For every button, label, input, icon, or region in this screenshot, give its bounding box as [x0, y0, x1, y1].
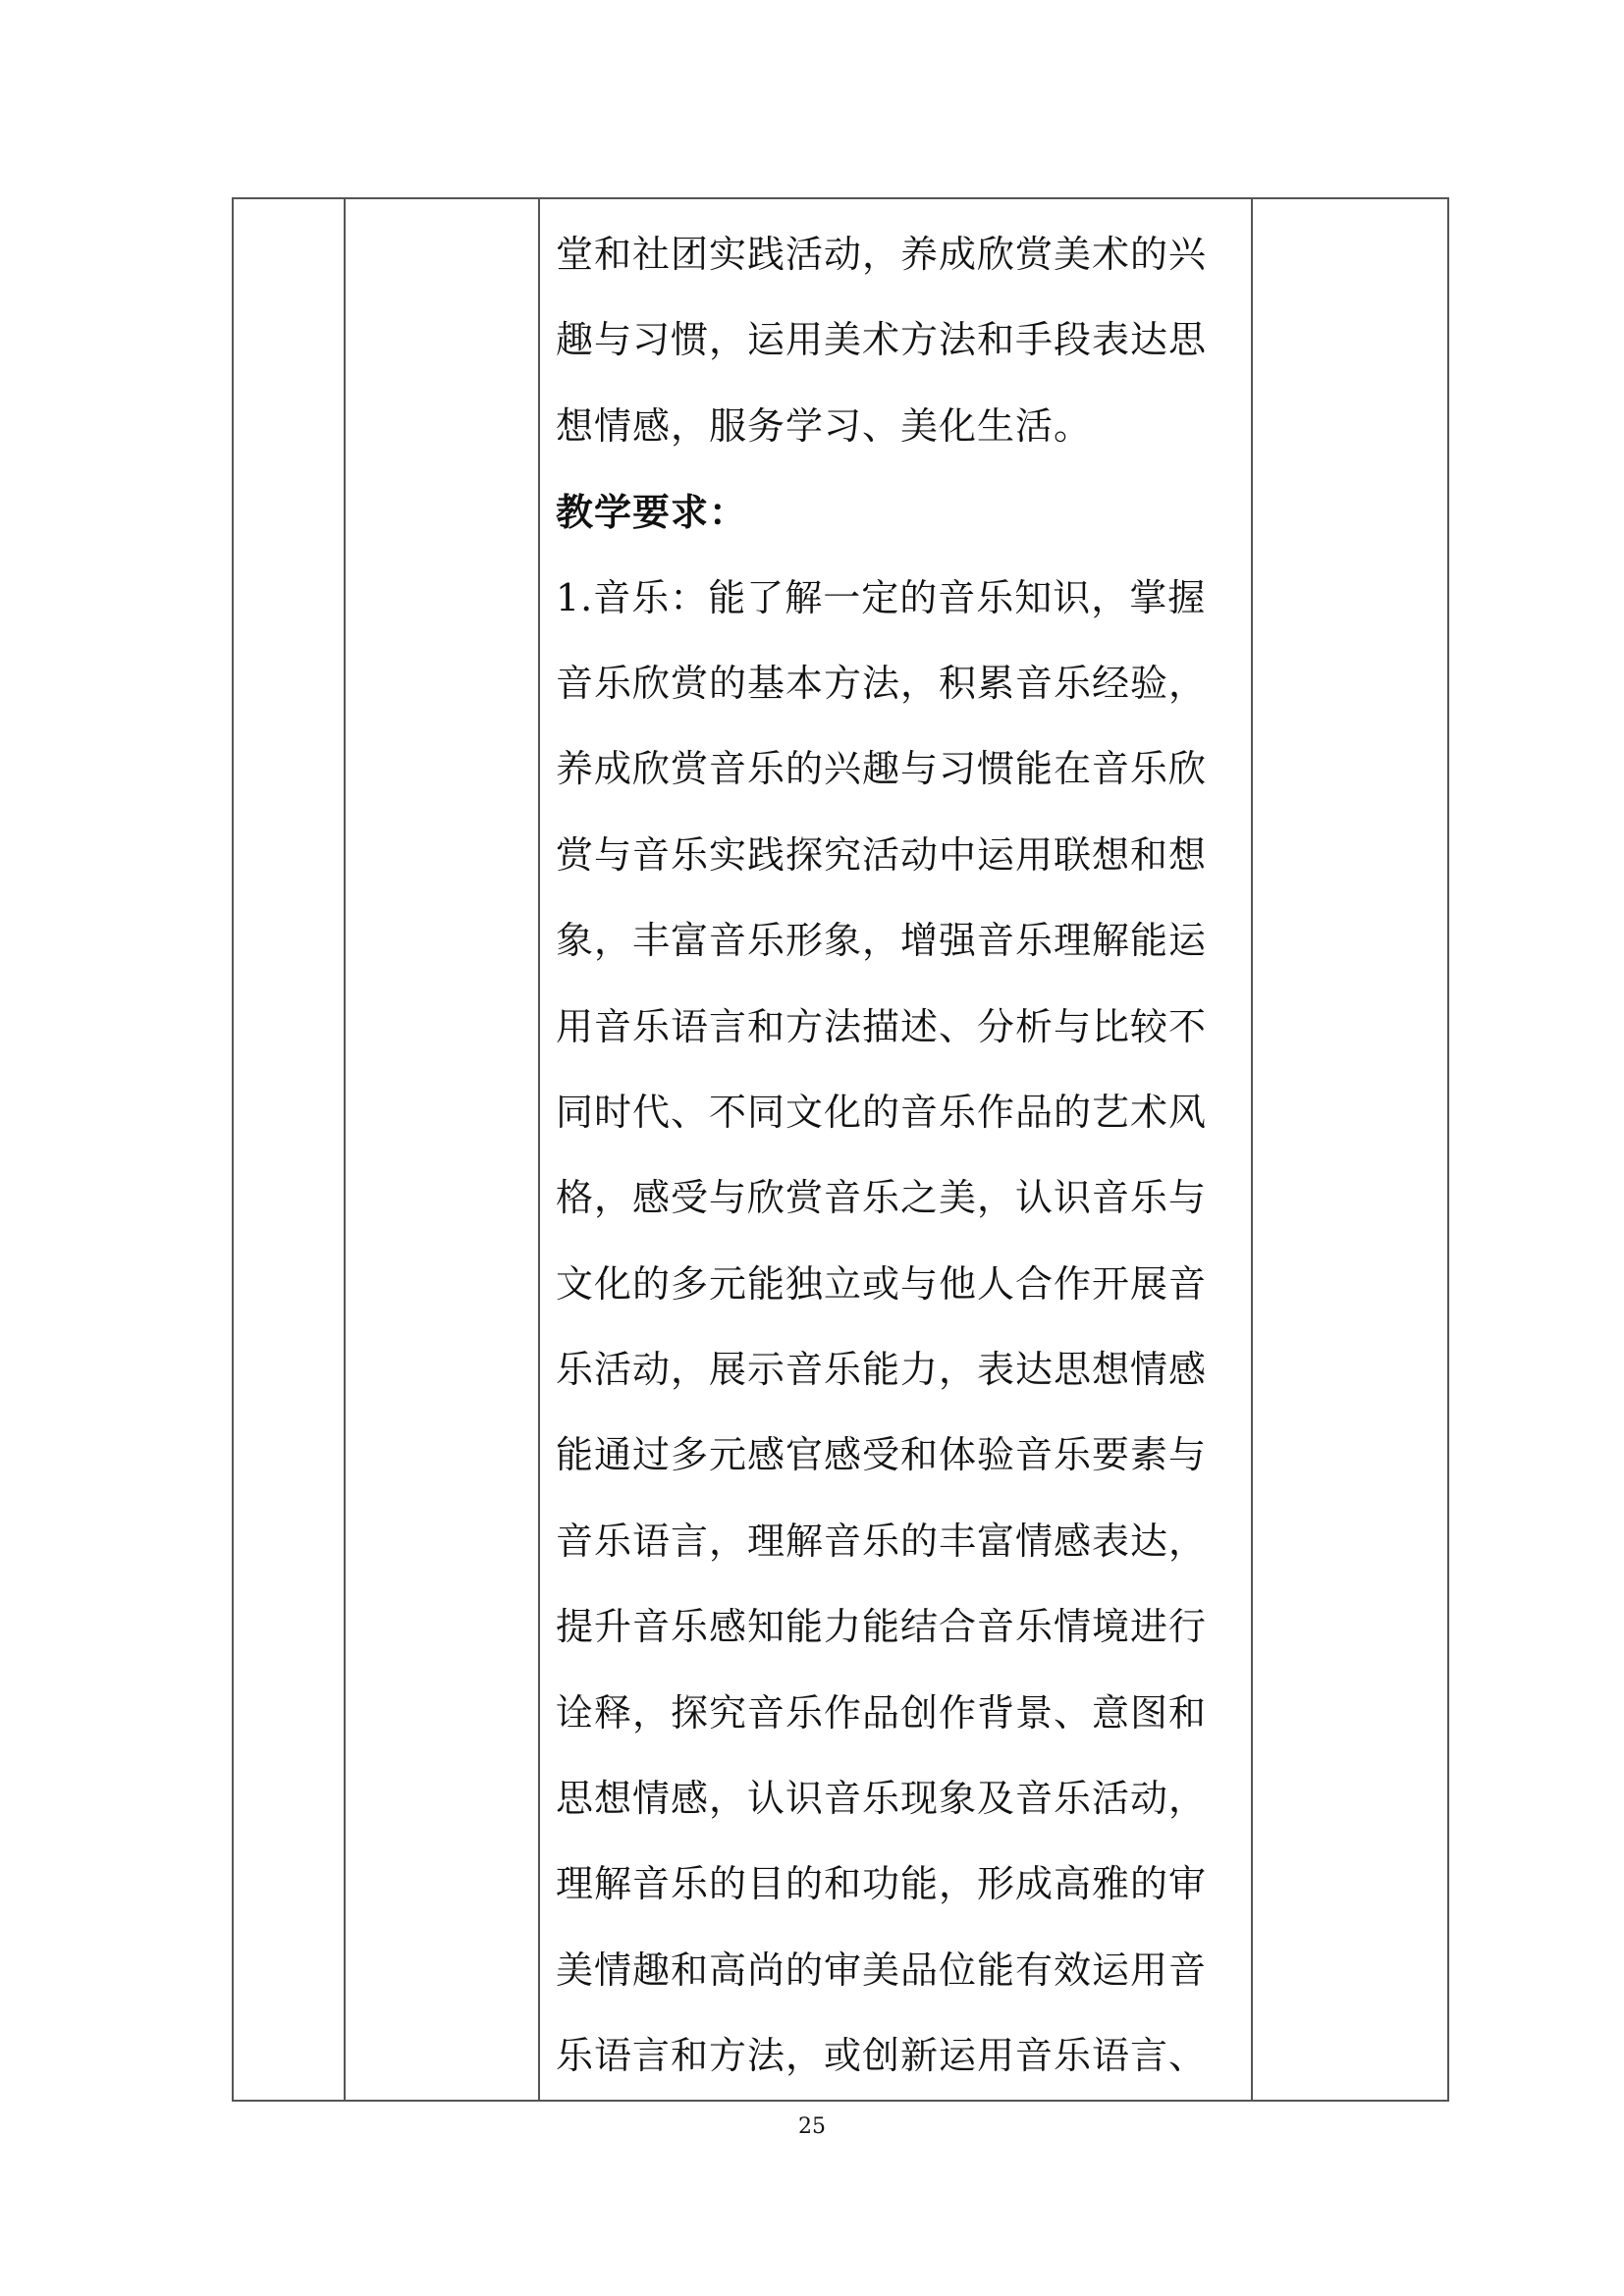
text-line: 象，丰富音乐形象，增强音乐理解能运 — [556, 919, 1208, 963]
empty-cell-2 — [345, 198, 539, 2101]
text-line: 理解音乐的目的和功能，形成高雅的审 — [556, 1862, 1208, 1906]
text-line: 提升音乐感知能力能结合音乐情境进行 — [556, 1605, 1208, 1649]
text-line: 乐语言和方法，或创新运用音乐语言、 — [556, 2034, 1208, 2078]
text-line: 诠释，探究音乐作品创作背景、意图和 — [556, 1690, 1208, 1735]
text-line: 养成欣赏音乐的兴趣与习惯能在音乐欣 — [556, 747, 1208, 791]
page-number: 25 — [798, 2114, 826, 2139]
text-line: 思想情感，认识音乐现象及音乐活动， — [556, 1777, 1208, 1821]
text-line: 赏与音乐实践探究活动中运用联想和想 — [556, 832, 1208, 877]
text-line: 趣与习惯，运用美术方法和手段表达思 — [556, 318, 1208, 362]
text-line: 用音乐语言和方法描述、分析与比较不 — [556, 1004, 1208, 1048]
text-line: 格，感受与欣赏音乐之美，认识音乐与 — [556, 1176, 1208, 1220]
curriculum-table — [232, 197, 1449, 2102]
text-line: 想情感，服务学习、美化生活。 — [556, 403, 1093, 448]
table-row — [233, 198, 1448, 2101]
content-cell — [539, 198, 1252, 2101]
text-line: 同时代、不同文化的音乐作品的艺术风 — [556, 1090, 1208, 1134]
text-line: 美情趣和高尚的审美品位能有效运用音 — [556, 1948, 1208, 1992]
text-line: 音乐欣赏的基本方法，积累音乐经验， — [556, 661, 1208, 705]
text-line: 音乐语言，理解音乐的丰富情感表达， — [556, 1519, 1208, 1563]
empty-cell-1 — [233, 198, 345, 2101]
text-line: 文化的多元能独立或与他人合作开展音 — [556, 1261, 1208, 1306]
section-heading: 教学要求： — [556, 490, 748, 535]
text-line: 1.音乐：能了解一定的音乐知识，掌握 — [556, 575, 1207, 619]
empty-cell-4 — [1252, 198, 1448, 2101]
text-line: 堂和社团实践活动，养成欣赏美术的兴 — [556, 233, 1208, 276]
text-line: 能通过多元感官感受和体验音乐要素与 — [556, 1433, 1208, 1477]
text-line: 乐活动，展示音乐能力，表达思想情感 — [556, 1348, 1208, 1392]
